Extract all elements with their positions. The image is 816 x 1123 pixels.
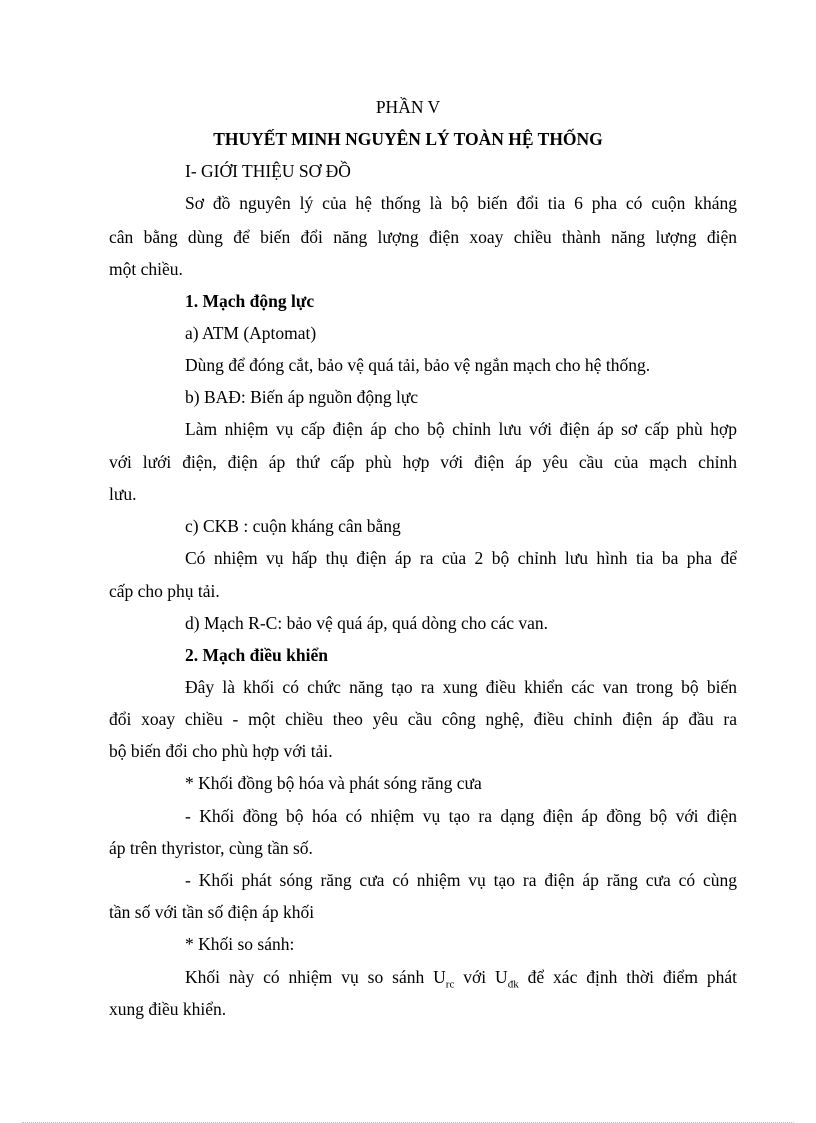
- item-b-desc-3: lưu.: [109, 484, 137, 504]
- intro-line-3: một chiều.: [109, 259, 183, 279]
- compare-text-mid: với U: [454, 967, 508, 987]
- item-a: a) ATM (Aptomat): [185, 323, 317, 343]
- subscript-rc: rc: [445, 978, 455, 991]
- item-a-desc: Dùng để đóng cắt, bảo vệ quá tải, bảo vệ ngắn mạch cho hệ thống.: [185, 355, 651, 375]
- item-b: b) BAĐ: Biến áp nguồn động lực: [185, 387, 419, 407]
- control-desc-3: bộ biến đổi cho phù hợp với tải.: [109, 741, 333, 761]
- compare-text-post: để xác định thời điểm phát: [518, 967, 737, 987]
- sync-line-2b: tần số với tần số điện áp khối: [109, 902, 315, 922]
- control-desc-1: Đây là khối có chức năng tạo ra xung điều khiển các van trong bộ biến: [185, 677, 737, 697]
- sync-line-1a: - Khối đồng bộ hóa có nhiệm vụ tạo ra dạng điện áp đồng bộ với điện: [185, 806, 737, 826]
- compare-heading: * Khối so sánh:: [185, 934, 295, 954]
- item-b-desc-2: với lưới điện, điện áp thứ cấp phù hợp với điện áp yêu cầu của mạch chỉnh: [109, 452, 737, 472]
- heading-intro: I- GIỚI THIỆU SƠ ĐỒ: [185, 161, 351, 181]
- item-c-desc-1: Có nhiệm vụ hấp thụ điện áp ra của 2 bộ chỉnh lưu hình tia ba pha để: [185, 548, 737, 568]
- intro-line-2: cân bằng dùng để biến đổi năng lượng điện xoay chiều thành năng lượng điện: [109, 227, 737, 247]
- intro-line-1: Sơ đồ nguyên lý của hệ thống là bộ biến đổi tia 6 pha có cuộn kháng: [185, 193, 737, 213]
- compare-desc-1: [185, 966, 737, 991]
- subscript-dk: đk: [507, 978, 519, 991]
- heading-control-circuit: 2. Mạch điều khiển: [185, 645, 328, 665]
- item-b-desc-1: Làm nhiệm vụ cấp điện áp cho bộ chỉnh lưu với điện áp sơ cấp phù hợp: [185, 419, 737, 439]
- sync-line-2a: - Khối phát sóng răng cưa có nhiệm vụ tạo ra điện áp răng cưa có cùng: [185, 870, 737, 890]
- heading-power-circuit: 1. Mạch động lực: [185, 291, 315, 311]
- section-label: PHẦN V: [375, 97, 441, 117]
- sync-line-1b: áp trên thyristor, cùng tần số.: [109, 838, 313, 858]
- compare-desc-2: xung điều khiển.: [109, 999, 227, 1019]
- compare-text-pre: Khối này có nhiệm vụ so sánh U: [185, 967, 446, 987]
- page-title: THUYẾT MINH NGUYÊN LÝ TOÀN HỆ THỐNG: [213, 129, 603, 149]
- sync-heading: * Khối đồng bộ hóa và phát sóng răng cưa: [185, 773, 482, 793]
- item-d: d) Mạch R-C: bảo vệ quá áp, quá dòng cho các van.: [185, 613, 549, 633]
- item-c-desc-2: cấp cho phụ tải.: [109, 581, 220, 601]
- item-c: c) CKB : cuộn kháng cân bằng: [185, 516, 401, 536]
- control-desc-2: đổi xoay chiều - một chiều theo yêu cầu công nghệ, điều chỉnh điện áp đầu ra: [109, 709, 737, 729]
